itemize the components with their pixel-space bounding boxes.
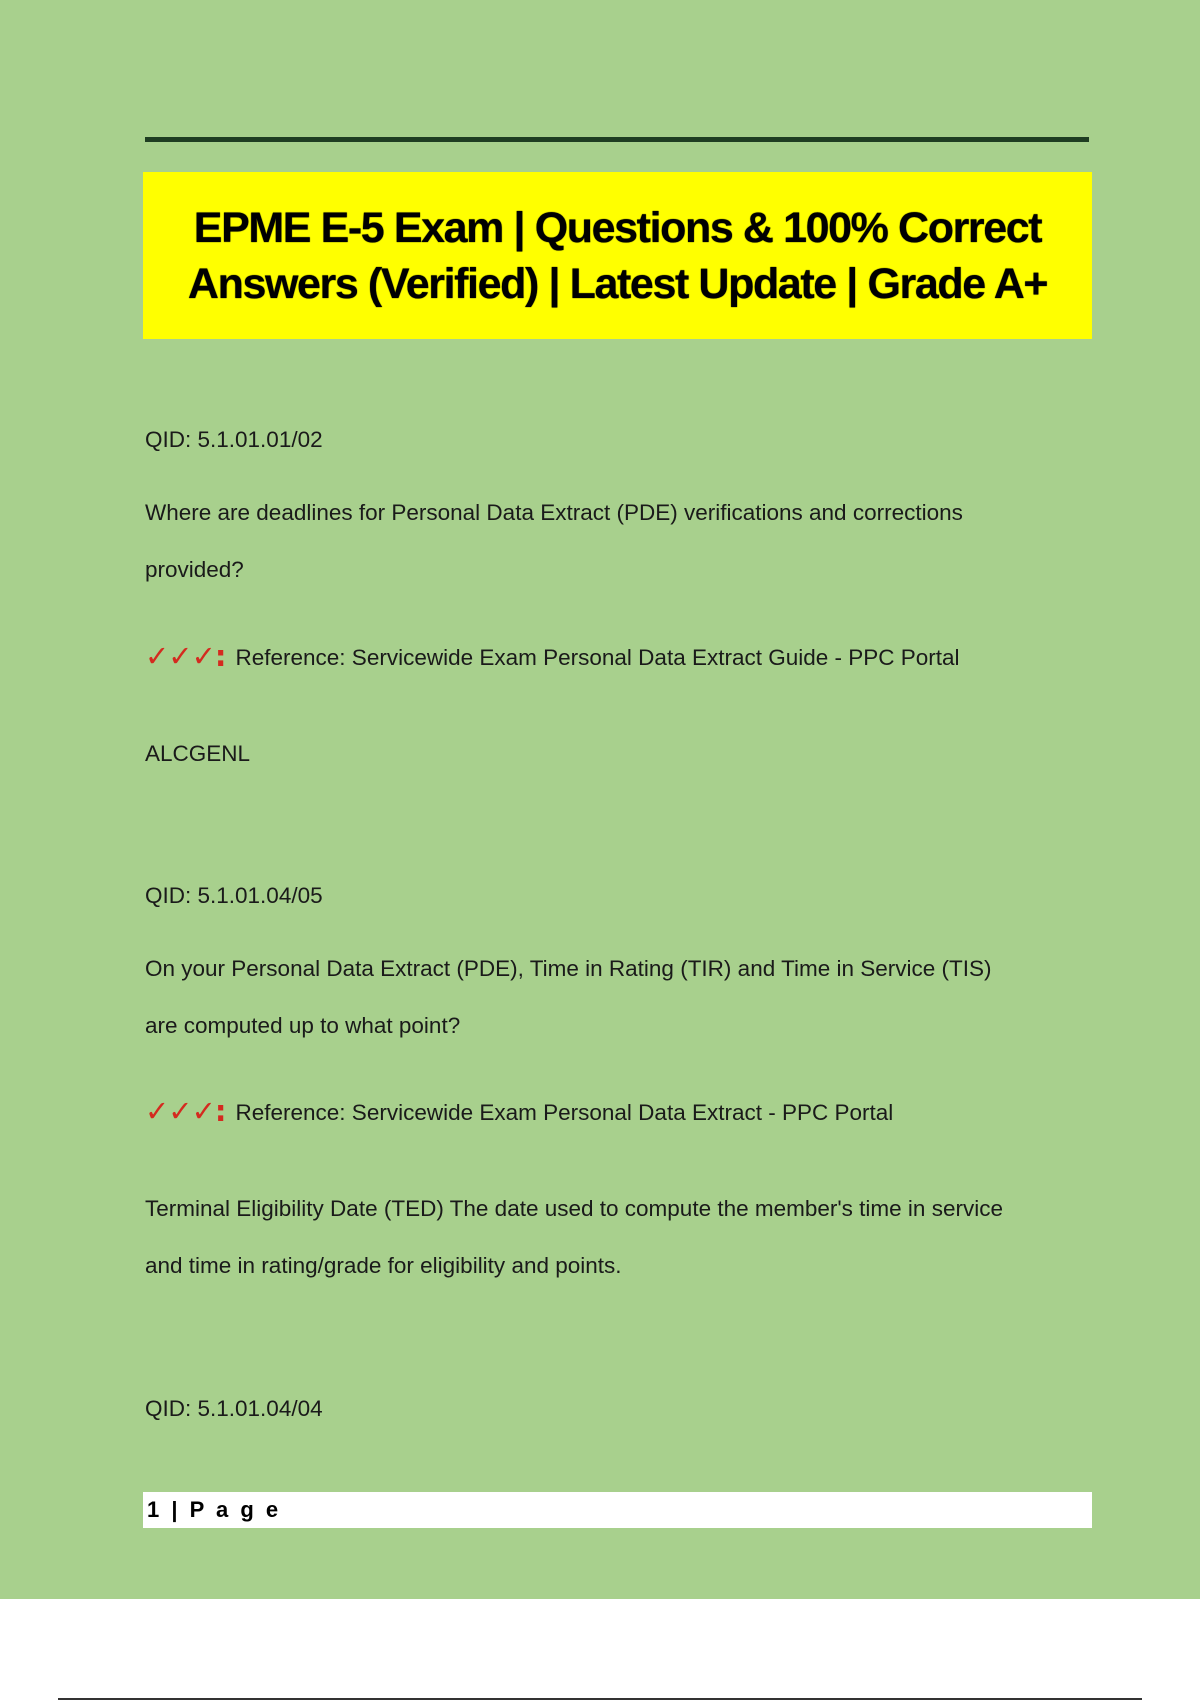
question-2-text-line-1: On your Personal Data Extract (PDE), Time in Rating (TIR) and Time in Service (TIS) (145, 956, 992, 981)
question-1-text-line-1: Where are deadlines for Personal Data Extract (PDE) verifications and corrections (145, 500, 963, 525)
question-3-qid: QID: 5.1.01.04/04 (145, 1396, 323, 1421)
question-1-text-line-2: provided? (145, 557, 244, 582)
document-title: EPME E-5 Exam | Questions & 100% Correct Answers (Verified) | Latest Update | Grade A+ (187, 203, 1048, 308)
check-marks-icon: ✓✓✓: (145, 639, 226, 673)
question-2-answer-line-3: and time in rating/grade for eligibility and points. (145, 1253, 622, 1278)
question-2-answer-reference: Reference: Servicewide Exam Personal Data Extract - PPC Portal (235, 1100, 894, 1125)
check-marks-icon: ✓✓✓: (145, 1094, 226, 1128)
question-2-text-line-2: are computed up to what point? (145, 1013, 461, 1038)
question-1-answer-line-1 (145, 641, 960, 672)
question-1-answer-line-2: ALCGENL (145, 741, 251, 766)
page-number: 1 | P a g e (147, 1497, 282, 1522)
header-rule (145, 137, 1089, 142)
title-banner (143, 172, 1092, 339)
question-2-qid: QID: 5.1.01.04/05 (145, 883, 323, 908)
question-2-answer-line-2: Terminal Eligibility Date (TED) The date used to compute the member's time in service (145, 1196, 1003, 1221)
question-1-answer-reference: Reference: Servicewide Exam Personal Data Extract Guide - PPC Portal (235, 645, 960, 670)
question-1-qid: QID: 5.1.01.01/02 (145, 427, 323, 452)
question-2-answer-line-1 (145, 1096, 893, 1127)
page-footer (143, 1492, 1092, 1528)
